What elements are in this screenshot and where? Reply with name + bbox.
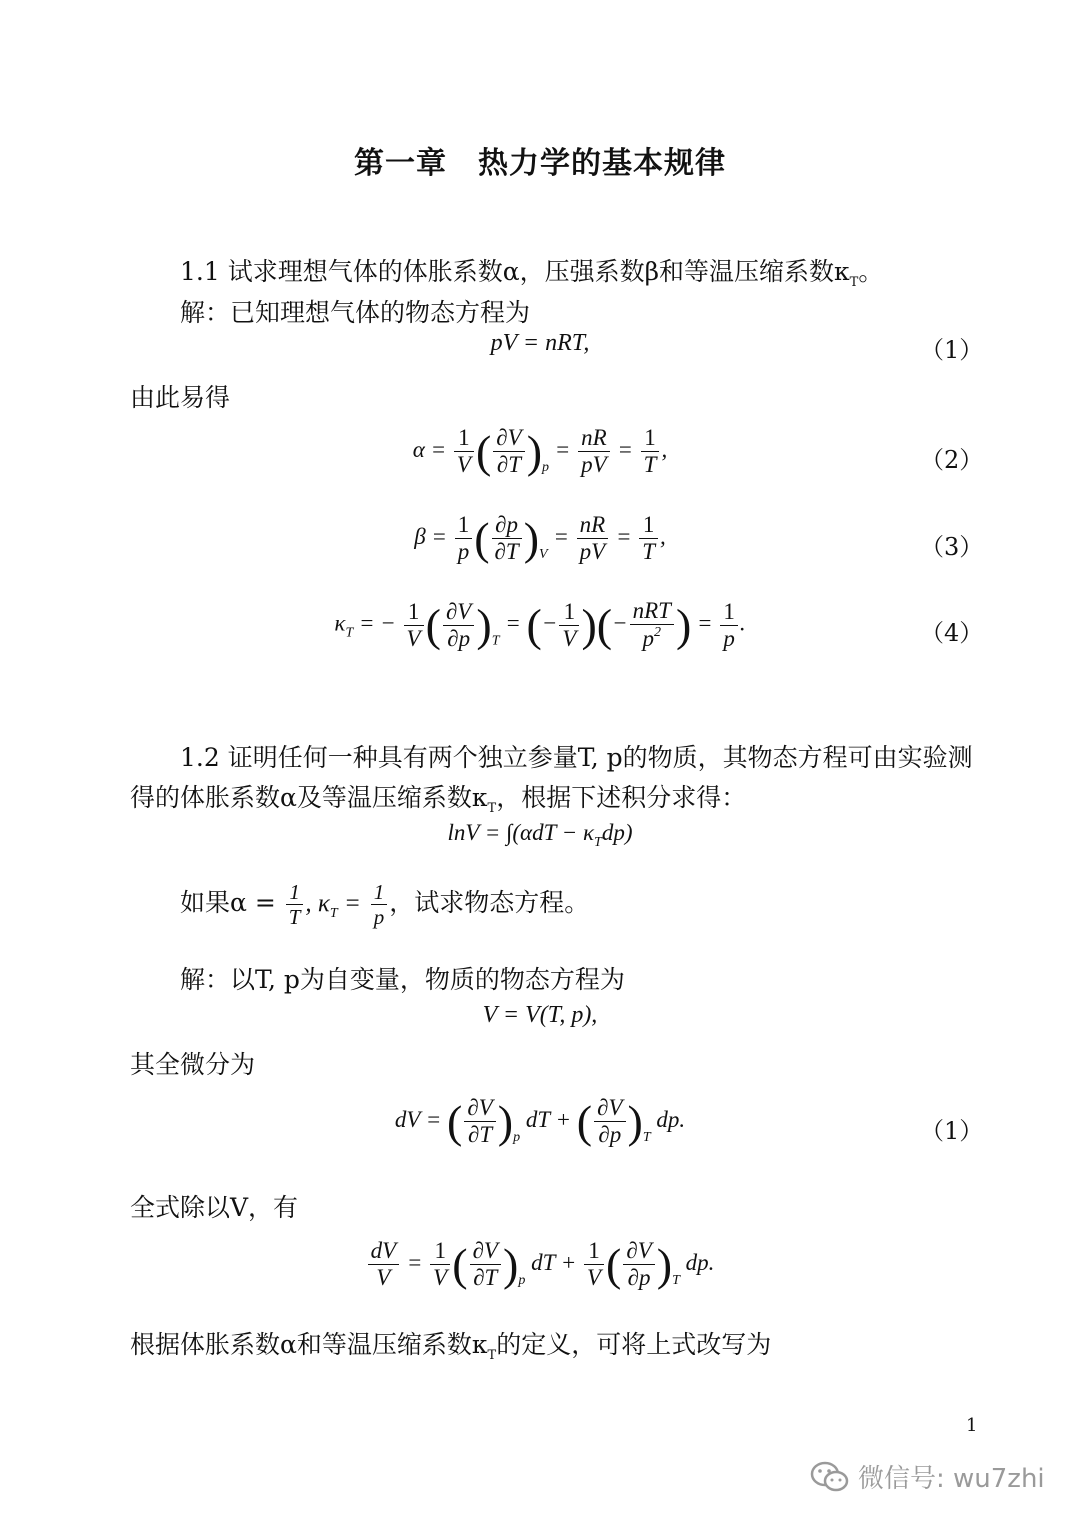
state-equation: V = V(T, p),: [482, 1002, 598, 1028]
watermark: 微信号: wu7zhi: [810, 1458, 1045, 1495]
if-condition: 如果α = $\frac{1}{T}$ , $\kappa_T$ = $\frac{1}{p}$ ，试求物态方程。: [180, 880, 590, 930]
wechat-icon: [810, 1460, 850, 1494]
divide-text: 全式除以V，有: [130, 1193, 299, 1222]
solution-intro-1-2: 解：以T, p为自变量，物质的物态方程为: [180, 965, 625, 994]
total-differential-text: 其全微分为: [130, 1050, 256, 1079]
equation-ideal-gas: pV = nRT,: [490, 330, 590, 356]
equation-number: （2）: [920, 446, 984, 474]
equation-dV: dV = ( $\frac{\partial V}{\partial T}$ )$_p$ dT + ( $\frac{\partial V}{\partial p}$ )$_T$ dp.: [394, 1095, 686, 1148]
integral-equation: $\ln V = \int(\alpha dT - \kappa_Tdp)$: [447, 820, 633, 850]
equation-number: （1）: [920, 336, 984, 364]
question-1-2-line2: 得的体胀系数α及等温压缩系数$\kappa_T$，根据下述积分求得：: [130, 783, 747, 816]
equation-number: （4）: [920, 619, 984, 647]
equation-number: （1）: [920, 1117, 984, 1145]
equation-alpha: α = $\frac{1}{V}$ ( $\frac{\partial V}{\partial T}$ )$_p$ = $\frac{nR}{pV}$ = $\frac{1}{T}$ ,: [412, 425, 668, 478]
definition-text: 根据体胀系数α和等温压缩系数$\kappa_T$的定义，可将上式改写为: [130, 1330, 772, 1363]
equation-beta: β = $\frac{1}{p}$ ( $\frac{\partial p}{\partial T}$ )$_V$ = $\frac{nR}{pV}$ = $\frac{1}{T}$ ,: [414, 512, 666, 565]
page-number: 1: [966, 1415, 978, 1436]
question-1-2-line1: 1.2 证明任何一种具有两个独立参量T, p的物质，其物态方程可由实验测: [180, 743, 973, 772]
equation-dV-over-V: $\frac{dV}{V}$ = $\frac{1}{V}$ ( $\frac{\partial V}{\partial T}$ )$_p$ dT + $\frac{1}{V}$ ( $\frac{\partial V}{\partial p}$ )$_T$ dp.: [0, 1238, 1080, 1292]
question-1-1: 1.1 试求理想气体的体胀系数α，压强系数β和等温压缩系数$\kappa_T$。: [180, 257, 884, 290]
equation-number: （3）: [920, 533, 984, 561]
solution-intro-1-1: 解：已知理想气体的物态方程为: [180, 298, 531, 327]
derive-text: 由此易得: [130, 383, 231, 412]
equation-kappa: $\kappa_T$ = − $\frac{1}{V}$ ( $\frac{\partial V}{\partial p}$ )$_T$ = (− $\frac{1}{V}$ )(− $\frac{\text{nRT}}{p^2}$ ) = $\frac{1}{p}$ .: [334, 598, 746, 652]
chapter-title: 第一章 热力学的基本规律: [354, 146, 726, 181]
